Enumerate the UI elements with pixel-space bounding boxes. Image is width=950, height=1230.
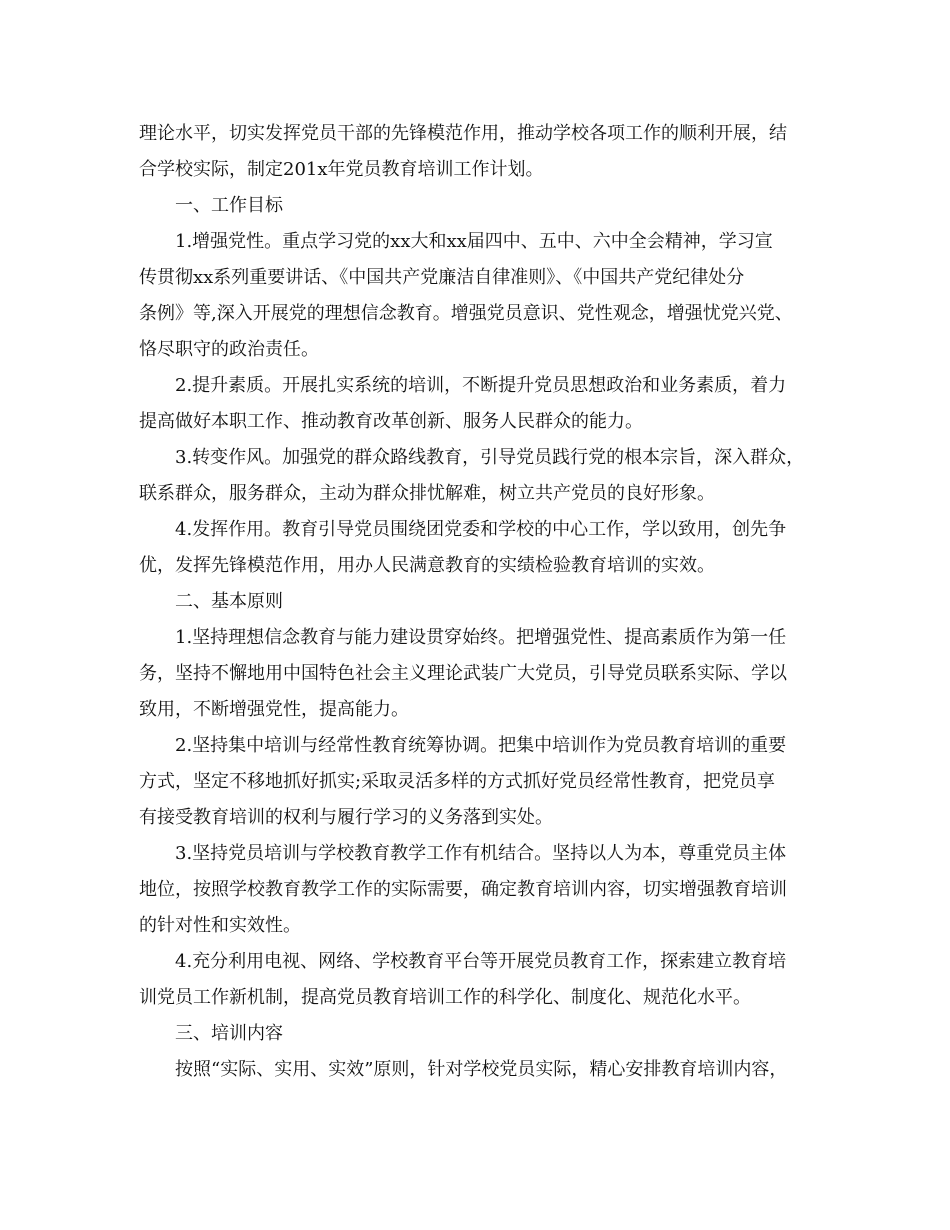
text-line: 训党员工作新机制，提高党员教育培训工作的科学化、制度化、规范化水平。 <box>139 987 751 1008</box>
text-line: 2.提升素质。开展扎实系统的培训，不断提升党员思想政治和业务素质，着力 <box>175 375 787 396</box>
text-line: 传贯彻xx系列重要讲话、《中国共产党廉洁自律准则》、《中国共产党纪律处分 <box>139 267 745 288</box>
section-heading: 三、培训内容 <box>175 1023 283 1044</box>
text-line: 有接受教育培训的权利与履行学习的义务落到实处。 <box>139 807 553 828</box>
text-line: 4.充分利用电视、网络、学校教育平台等开展党员教育工作，探索建立教育培 <box>175 951 787 972</box>
text-line: 按照“实际、实用、实效”原则，针对学校党员实际，精心安排教育培训内容， <box>175 1059 788 1080</box>
text-line: 联系群众，服务群众，主动为群众排忧解难，树立共产党员的良好形象。 <box>139 483 715 504</box>
text-line: 3.转变作风。加强党的群众路线教育，引导党员践行党的根本宗旨，深入群众， <box>175 447 805 468</box>
text-line: 恪尽职守的政治责任。 <box>139 339 319 360</box>
section-heading: 二、基本原则 <box>175 591 283 612</box>
text-line: 优，发挥先锋模范作用，用办人民满意教育的实绩检验教育培训的实效。 <box>139 555 715 576</box>
text-line: 合学校实际，制定201x年党员教育培训工作计划。 <box>139 159 544 180</box>
text-line: 理论水平，切实发挥党员干部的先锋模范作用，推动学校各项工作的顺利开展，结 <box>139 123 787 144</box>
text-line: 致用，不断增强党性，提高能力。 <box>139 699 409 720</box>
text-line: 2.坚持集中培训与经常性教育统筹协调。把集中培训作为党员教育培训的重要 <box>175 735 787 756</box>
text-line: 3.坚持党员培训与学校教育教学工作有机结合。坚持以人为本，尊重党员主体 <box>175 843 787 864</box>
text-line: 1.坚持理想信念教育与能力建设贯穿始终。把增强党性、提高素质作为第一任 <box>175 627 787 648</box>
text-line: 务，坚持不懈地用中国特色社会主义理论武装广大党员，引导党员联系实际、学以 <box>139 663 787 684</box>
text-line: 方式，坚定不移地抓好抓实;采取灵活多样的方式抓好党员经常性教育，把党员享 <box>139 771 776 792</box>
text-line: 1.增强党性。重点学习党的xx大和xx届四中、五中、六中全会精神，学习宣 <box>175 231 773 252</box>
text-line: 提高做好本职工作、推动教育改革创新、服务人民群众的能力。 <box>139 411 643 432</box>
section-heading: 一、工作目标 <box>175 195 283 216</box>
text-line: 4.发挥作用。教育引导党员围绕团党委和学校的中心工作，学以致用，创先争 <box>175 519 787 540</box>
text-line: 地位，按照学校教育教学工作的实际需要，确定教育培训内容，切实增强教育培训 <box>139 879 787 900</box>
text-line: 条例》等,深入开展党的理想信念教育。增强党员意识、党性观念，增强忧党兴党、 <box>139 303 793 324</box>
text-line: 的针对性和实效性。 <box>139 915 301 936</box>
